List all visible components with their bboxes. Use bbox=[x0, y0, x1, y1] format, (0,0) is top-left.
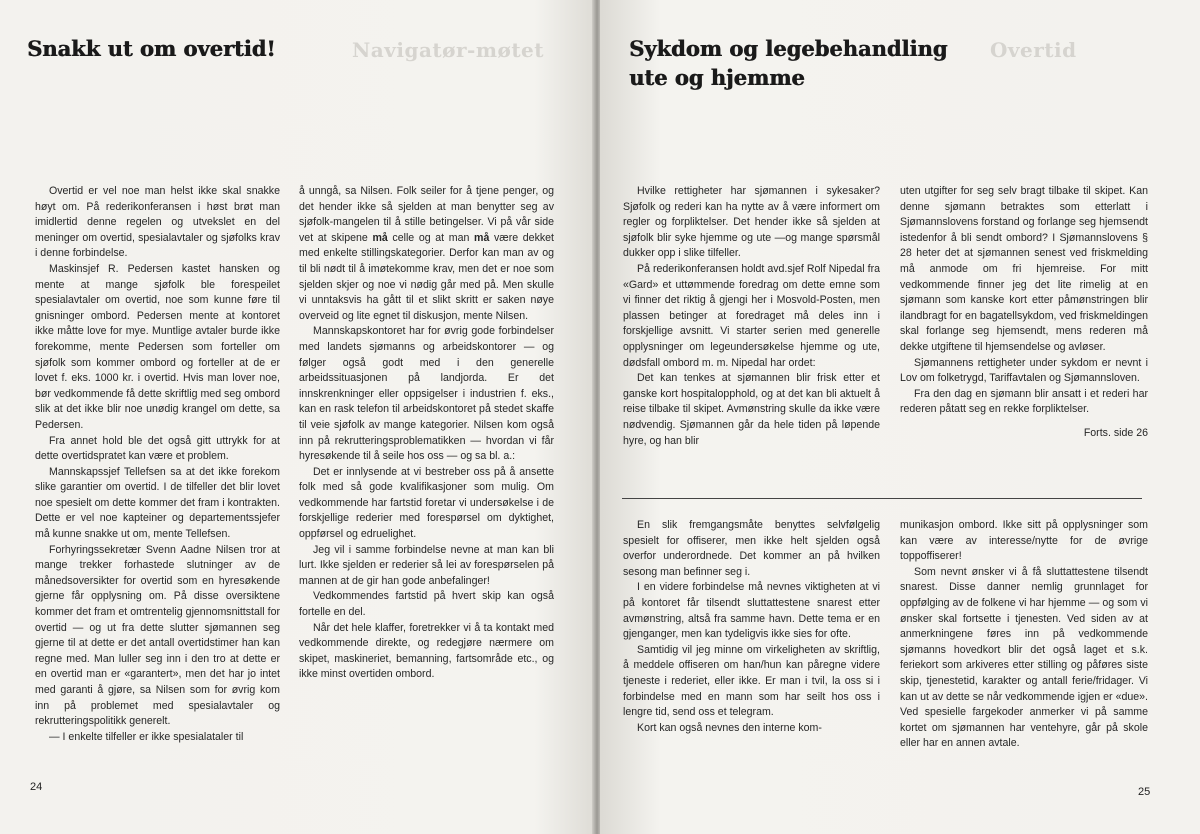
paragraph: Kort kan også nevnes den interne kom- bbox=[637, 721, 822, 734]
paragraph: Maskinsjef R. Pedersen kastet hansken og mente at mange sjøfolk ble forespeilet spesialavtaler om overtid, noe som kunne føre til gnisninger ombord. Pedersen mente at kontoret ikke måtte love for mye. Muntlige avtaler burde ikke forekomme, mente Pedersen som forteller om sjøfolk som kommer ombord og forteller at de er lovet f. eks. 1000 kr. i overtid. Hvis man lover noe, bør vedkommende få dette skriftlig med seg ombord slik at det ikke blir noe unødig krangel om dette, sa Pedersen. bbox=[35, 262, 280, 431]
right-page bbox=[600, 0, 1200, 834]
article-column-1 bbox=[623, 184, 880, 449]
paragraph: Vedkommendes fartstid på hvert skip kan også fortelle en del. bbox=[299, 590, 554, 619]
paragraph: Som nevnt ønsker vi å få sluttattestene tilsendt snarest. Disse danner nemlig grunnlaget for oppfølging av de folkene vi har hjemme — og som vi ønsker skal fortsette i tjenesten. Ved siden av at anmerkningene føres inn på vedkommende sjømanns hovedkort blir det også laget et s.k. feriekort som arkiveres etter stilling og påføres siste skip, tjenestetid, karakter og antall ferie/fridager. Vi kan ut av dette se når vedkommende igjen er «due». Ved spesielle fargekoder anmerker vi på samme kortet om sjømannen har ventehyre, går på skole eller har en annen avtale. bbox=[900, 565, 1148, 750]
article-column-1 bbox=[35, 184, 280, 745]
article-column-2 bbox=[900, 184, 1148, 442]
article-column-3 bbox=[623, 518, 880, 736]
paragraph: Det kan tenkes at sjømannen blir frisk etter et ganske kort hospitalopphold, og at det kan bli aktuelt å reise tilbake til skipet. Avmønstring skulle da ikke være nødvendig. Sjømannen går da hele tiden på løpende hyre, og han blir bbox=[623, 372, 880, 447]
paragraph: Jeg vil i samme forbindelse nevne at man kan bli lurt. Ikke sjelden er rederier så lei av forespørselen på mannen at de gir han gode anbefalinger! bbox=[299, 543, 554, 587]
show-through-heading: Navigatør-møtet bbox=[352, 38, 545, 62]
section-divider bbox=[622, 498, 1142, 499]
paragraph: Mannskapskontoret har for øvrig gode forbindelser med landets sjømanns og arbeidskontorer — og følger også godt med i den generelle arbeidssituasjonen på landjorda. Er det innskrenkninger eller oppsigelser i industrien f. eks., kan en rask telefon til arbeidskontoret på stedet skaffe til veie sjøfolk av mange kategorier. Nilsen kom også inn på rekrutteringsproblematikken — hvordan vi får hyresøkende til å seile hos oss — og sa bl. a.: bbox=[299, 325, 554, 463]
show-through-heading: Overtid bbox=[990, 38, 1077, 62]
page-number: 24 bbox=[30, 781, 43, 793]
continued-note: Forts. side 26 bbox=[1083, 426, 1148, 439]
paragraph: Når det hele klaffer, foretrekker vi å ta kontakt med vedkommende direkte, og redegjøre nærmere om skipet, maskineriet, bemanning, fartsområde etc., og ikke minst overtiden ombord. bbox=[299, 621, 554, 681]
paragraph: På rederikonferansen holdt avd.sjef Rolf Nipedal fra «Gard» et uttømmende foredrag om dette emne som vi finner det riktig å gjengi her i Mosvold-Posten, men plassen betinger at foredraget må deles inn i forskjellige avsnitt. Vi starter serien med generelle opplysninger om legeundersøkelse hjemme og ute, dødsfall ombord m. m. Nipedal har ordet: bbox=[623, 262, 880, 369]
left-page bbox=[0, 0, 594, 834]
headline-line-2: ute og hjemme bbox=[629, 65, 805, 90]
paragraph: Fra den dag en sjømann blir ansatt i et rederi har rederen påtatt seg en rekke forpliktelser. bbox=[900, 387, 1148, 416]
article-column-4 bbox=[900, 518, 1148, 752]
article-headline: Snakk ut om overtid! bbox=[27, 36, 276, 61]
paragraph: Det er innlysende at vi bestreber oss på å ansette folk med så gode kvalifikasjoner som mulig. Om vedkommende har fartstid foretar vi undersøkelse i de forskjellige rederier med forespørsel om dyktighet, oppførsel og edruelighet. bbox=[299, 465, 554, 541]
paragraph: En slik fremgangsmåte benyttes selvfølgelig spesielt for offiserer, men ikke helt sjelden også overfor underordnede. Det kommer an på hvilken sesong man befinner seg i. bbox=[623, 519, 880, 578]
paragraph: munikasjon ombord. Ikke sitt på opplysninger som kan være av interesse/nytte for de øvrige toppoffiserer! bbox=[900, 519, 1148, 563]
paragraph: I en videre forbindelse må nevnes viktigheten at vi på kontoret får tilsendt sluttattestene snarest etter avmønstring, altså fra samme havn. Dette tema er en gjenganger, men kan tydeligvis ikke sies for ofte. bbox=[623, 581, 880, 641]
paragraph: Samtidig vil jeg minne om virkeligheten av skriftlig, å meddele offiseren om han/hun kan påregne videre tjeneste i rederiet, eller ikke. Er man i tvil, la oss si i forbindelse med en mann som har seilt hos oss i lengre tid, send oss et telegram. bbox=[623, 643, 880, 719]
paragraph: Mannskapssjef Tellefsen sa at det ikke forekom slike garantier om overtid. I de tilfeller det blir lovet noe spesielt om dette kommer det fram i kontrakten. Dette er vel noe kapteiner og departementssjefer må kunne snakke ut om, mente Tellefsen. bbox=[35, 465, 280, 541]
article-column-2 bbox=[299, 184, 554, 683]
paragraph: Sjømannens rettigheter under sykdom er nevnt i Lov om folketrygd, Tariffavtalen og Sjømannsloven. bbox=[900, 356, 1148, 385]
paragraph: uten utgifter for seg selv bragt tilbake til skipet. Kan denne sjømann betraktes som etterlatt i Sjømannslovens forstand og forlange seg hjemsendt istedenfor å bli sendt ombord? I Sjømannslovens § 28 heter det at sjømannen senest ved friskmelding må anmode om fri hjemreise. For mitt vedkommende finner jeg det lite rimelig at en sjømann som kanske kort etter påmønstringen blir ilandbragt for en bagatellsykdom, ved friskmeldingen skal forlange seg hjemsendt, mens rederen må dekke utgiftene til hjemsendelse og avløser. bbox=[900, 185, 1148, 353]
paragraph: — I enkelte tilfeller er ikke spesialataler til bbox=[49, 730, 244, 743]
paragraph: Forhyringssekretær Svenn Aadne Nilsen tror at mange trekker forhastede slutninger av de månedsoversikter for overtid som en hyresøkende gjerne får opplysning om. På disse oversiktene kommer det fram et omtrentelig gjennomsnittstall for overtid — og ut fra dette slutter sjømannen seg gjerne til at dette er det antall overtidstimer han kan regne med. Man luller seg inn i den tro at dette er en overtid man er «garantert», men det har jo intet med garanti å gjøre, sa Nilsen som for øvrig kom inn på problemet med spesialavtaler og rekrutteringspolitikk generelt. bbox=[35, 543, 280, 728]
paragraph: å unngå, sa Nilsen. Folk seiler for å tjene penger, og det hender ikke så sjelden at man benytter seg av sjøfolk-mangelen til å stille betingelser. Vi på vår side vet at skipene må celle og at man må være dekket med enkelte stillingskategorier. Derfor kan man av og til bli nødt til å imøtekomme krav, men det er noe som sjelden skjer og noe vi nødig går med på. Men skulle vi unntaksvis ha gått til et slikt skritt er saken nøye overveid og lite egnet til diskusjon, mente Nilsen. bbox=[299, 185, 554, 322]
paragraph: Hvilke rettigheter har sjømannen i sykesaker? Sjøfolk og rederi kan ha nytte av å være informert om regler og forpliktelser. Det hender ikke så sjelden at sjøfolk blir syke hjemme og ute —og mange spørsmål dukker opp i slike tilfeller. bbox=[623, 185, 880, 260]
paragraph: Fra annet hold ble det også gitt uttrykk for at dette overtidspratet kan være et problem. bbox=[35, 434, 280, 463]
headline-line-1: Sykdom og legebehandling bbox=[629, 36, 948, 61]
article-headline bbox=[629, 34, 947, 92]
paragraph: Overtid er vel noe man helst ikke skal snakke høyt om. På rederikonferansen i høst brøt man imidlertid denne regelen og utvekslet en del meninger om overtid, spesialavtaler og sjøfolks krav i denne forbindelse. bbox=[35, 185, 280, 260]
page-number: 25 bbox=[1138, 786, 1151, 798]
